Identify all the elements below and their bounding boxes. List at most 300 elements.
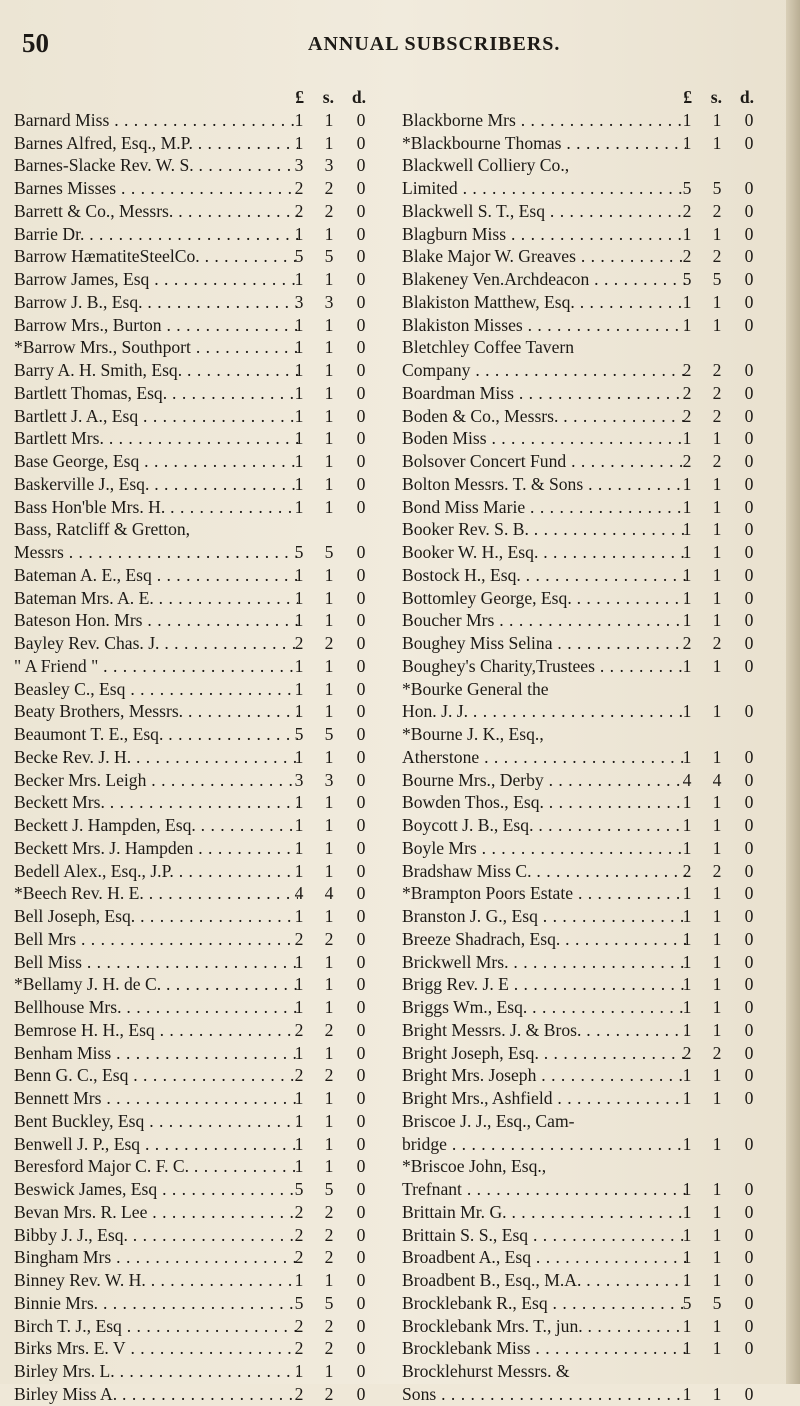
subscriber-entry xyxy=(14,860,380,883)
subscriber-name: Barry A. H. Smith, Esq. . . . xyxy=(14,359,298,382)
subscriber-name: Boughey Miss Selina . . . xyxy=(402,632,686,655)
currency-header xyxy=(402,86,768,109)
subscriber-entry xyxy=(402,1155,768,1178)
amount-pence: 0 xyxy=(744,883,754,904)
amount-shillings: 1 xyxy=(712,519,722,540)
amount-pence: 0 xyxy=(356,1201,366,1222)
subscriber-name: Bottomley George, Esq. . . . xyxy=(402,587,686,610)
subscriber-entry xyxy=(14,382,380,405)
amount-pounds: 1 xyxy=(294,1133,304,1154)
subscriber-entry xyxy=(14,746,380,769)
amount-pence: 0 xyxy=(356,1224,366,1245)
subscriber-entry xyxy=(14,177,380,200)
currency-header xyxy=(14,86,380,109)
subscriber-entry xyxy=(402,109,768,132)
amount-pence: 0 xyxy=(356,906,366,926)
amount-shillings: 1 xyxy=(324,678,334,699)
subscriber-name: Blakiston Misses . . . xyxy=(402,314,686,337)
subscriber-name: Broadbent B., Esq., M.A. . . . xyxy=(402,1269,686,1292)
amount-pounds: 1 xyxy=(294,1088,304,1108)
amount-pence: 0 xyxy=(356,587,366,608)
amount-pounds: 2 xyxy=(294,1224,304,1245)
subscriber-entry xyxy=(14,996,380,1019)
subscriber-name: Bletchley Coffee Tavern xyxy=(402,337,575,358)
amount-pounds: 1 xyxy=(294,837,304,858)
amount-pounds: 2 xyxy=(294,1338,304,1359)
amount-pounds: 2 xyxy=(294,1315,304,1336)
subscriber-name: Bostock H., Esq. . . . xyxy=(402,564,686,587)
amount-pence: 0 xyxy=(356,1315,366,1336)
subscriber-name: Bright Messrs. J. & Bros. . . . xyxy=(402,1019,686,1042)
subscriber-name: Blake Major W. Greaves . . . xyxy=(402,245,686,268)
amount-pounds: 1 xyxy=(682,1201,692,1222)
amount-pounds: 1 xyxy=(682,792,692,813)
subscriber-name: Blackwell S. T., Esq . . . xyxy=(402,200,686,223)
subscriber-name: *Briscoe John, Esq., xyxy=(402,1156,547,1177)
amount-pence: 0 xyxy=(744,633,754,653)
subscriber-entry xyxy=(402,951,768,974)
pence-header: d. xyxy=(739,87,754,107)
subscriber-entry xyxy=(402,1064,768,1087)
amount-pounds: 1 xyxy=(682,223,692,244)
subscriber-name: Bright Mrs. Joseph . . . xyxy=(402,1064,686,1087)
amount-pounds: 1 xyxy=(294,382,304,403)
subscriber-name: Bass, Ratcliff & Gretton, xyxy=(14,519,191,540)
amount-shillings: 1 xyxy=(712,496,722,517)
subscriber-name: Brigg Rev. J. E . . . xyxy=(402,973,686,996)
amount-pounds: 1 xyxy=(682,314,692,335)
amount-shillings: 1 xyxy=(712,883,722,904)
amount-pounds: 1 xyxy=(682,109,692,130)
subscriber-name: Company . . . xyxy=(402,359,686,382)
subscriber-entry xyxy=(14,1224,380,1247)
subscriber-name: Booker W. H., Esq. . . . xyxy=(402,541,686,564)
amount-pence: 0 xyxy=(356,405,366,426)
subscriber-name: Bingham Mrs . . . xyxy=(14,1246,298,1269)
subscriber-entry xyxy=(14,496,380,519)
subscriber-entry xyxy=(402,655,768,678)
amount-shillings: 1 xyxy=(324,701,334,722)
amount-pence: 0 xyxy=(356,724,366,744)
subscriber-name: Brocklebank Miss . . . xyxy=(402,1337,686,1360)
subscriber-entry xyxy=(14,109,380,132)
subscriber-entry xyxy=(14,291,380,314)
subscriber-name: Birch T. J., Esq . . . xyxy=(14,1315,298,1338)
subscriber-name: Beaumont T. E., Esq. . . . xyxy=(14,723,298,746)
amount-pence: 0 xyxy=(356,1270,366,1290)
subscriber-name: Broadbent A., Esq . . . xyxy=(402,1246,686,1269)
amount-pence: 0 xyxy=(744,997,754,1017)
amount-shillings: 2 xyxy=(324,928,334,949)
subscriber-name: Beresford Major C. F. C. . . . xyxy=(14,1155,298,1178)
subscriber-entry xyxy=(402,541,768,564)
subscriber-entry xyxy=(402,291,768,314)
subscriber-entry xyxy=(402,450,768,473)
amount-pounds: 1 xyxy=(294,132,304,153)
subscriber-entry xyxy=(14,200,380,223)
subscriber-entry xyxy=(14,678,380,701)
amount-pence: 0 xyxy=(744,815,754,835)
subscriber-name: Boyle Mrs . . . xyxy=(402,837,686,860)
amount-shillings: 1 xyxy=(324,974,334,995)
amount-pence: 0 xyxy=(356,109,366,130)
subscriber-entry xyxy=(402,882,768,905)
subscriber-entry xyxy=(402,746,768,769)
amount-pence: 0 xyxy=(744,655,754,676)
subscriber-name: *Bellamy J. H. de C. . . . xyxy=(14,973,298,996)
amount-shillings: 2 xyxy=(324,1019,334,1040)
subscriber-entry xyxy=(14,268,380,291)
subscriber-entry xyxy=(402,996,768,1019)
amount-pounds: 1 xyxy=(682,1179,692,1199)
amount-pence: 0 xyxy=(356,815,366,835)
amount-pounds: 1 xyxy=(682,1088,692,1108)
amount-shillings: 5 xyxy=(324,724,334,744)
amount-pence: 0 xyxy=(356,1110,366,1131)
subscriber-entry xyxy=(402,223,768,246)
subscriber-name: Bell Joseph, Esq. . . . xyxy=(14,905,298,928)
subscriber-column-left xyxy=(14,86,380,1406)
amount-pence: 0 xyxy=(744,178,754,198)
amount-pence: 0 xyxy=(356,428,366,449)
amount-shillings: 1 xyxy=(712,792,722,813)
subscriber-name: Bateman Mrs. A. E. . . . xyxy=(14,587,298,610)
amount-pounds: 1 xyxy=(682,428,692,449)
amount-pence: 0 xyxy=(744,428,754,449)
amount-shillings: 1 xyxy=(324,906,334,926)
subscriber-name: Messrs . . . xyxy=(14,541,298,564)
subscriber-entry xyxy=(14,314,380,337)
subscriber-name: Beswick James, Esq . . . xyxy=(14,1178,298,1201)
page-header xyxy=(0,28,800,62)
amount-shillings: 2 xyxy=(324,633,334,653)
subscriber-entry xyxy=(402,1292,768,1315)
subscriber-name: Blackwell Colliery Co., xyxy=(402,155,570,176)
amount-pence: 0 xyxy=(744,1338,754,1359)
amount-shillings: 1 xyxy=(324,223,334,244)
amount-pounds: 5 xyxy=(294,542,304,562)
subscriber-name: Bolton Messrs. T. & Sons . . . xyxy=(402,473,686,496)
amount-pounds: 1 xyxy=(682,815,692,835)
subscriber-name: Bell Mrs . . . xyxy=(14,928,298,951)
amount-pence: 0 xyxy=(744,1247,754,1268)
subscriber-name: Brocklebank R., Esq . . . xyxy=(402,1292,686,1315)
subscriber-entry xyxy=(14,223,380,246)
amount-shillings: 1 xyxy=(712,951,722,972)
subscriber-name: Bent Buckley, Esq . . . xyxy=(14,1110,298,1133)
amount-shillings: 1 xyxy=(712,1338,722,1359)
subscriber-name: Barrow HæmatiteSteelCo. . . . xyxy=(14,245,298,268)
amount-pence: 0 xyxy=(744,1088,754,1108)
amount-pence: 0 xyxy=(356,974,366,995)
subscriber-entry xyxy=(402,564,768,587)
subscriber-name: Benwell J. P., Esq . . . xyxy=(14,1133,298,1156)
subscriber-name: bridge . . . xyxy=(402,1133,686,1156)
amount-shillings: 1 xyxy=(712,1247,722,1268)
amount-pence: 0 xyxy=(744,1042,754,1063)
subscriber-entry xyxy=(14,587,380,610)
amount-pounds: 1 xyxy=(294,974,304,995)
subscriber-name: Hon. J. J. . . . xyxy=(402,700,686,723)
amount-pence: 0 xyxy=(744,928,754,949)
amount-pence: 0 xyxy=(744,906,754,926)
amount-pounds: 3 xyxy=(294,155,304,176)
subscriber-name: Barrow James, Esq . . . xyxy=(14,268,298,291)
amount-pounds: 5 xyxy=(682,269,692,289)
amount-shillings: 2 xyxy=(324,1201,334,1222)
subscriber-name: Binney Rev. W. H. . . . xyxy=(14,1269,298,1292)
subscriber-entry xyxy=(14,1087,380,1110)
subscriber-entry xyxy=(402,382,768,405)
subscriber-name: Beckett Mrs. . . . xyxy=(14,791,298,814)
shillings-header: s. xyxy=(322,87,334,107)
amount-shillings: 1 xyxy=(324,792,334,813)
shillings-header: s. xyxy=(710,87,722,107)
amount-shillings: 1 xyxy=(324,997,334,1017)
subscriber-entry xyxy=(14,450,380,473)
amount-pence: 0 xyxy=(356,655,366,676)
amount-pounds: 1 xyxy=(682,564,692,585)
amount-pounds: 1 xyxy=(682,542,692,562)
amount-pence: 0 xyxy=(356,246,366,267)
amount-pence: 0 xyxy=(356,860,366,881)
subscriber-name: Becke Rev. J. H. . . . xyxy=(14,746,298,769)
amount-pence: 0 xyxy=(356,451,366,471)
subscriber-entry xyxy=(14,655,380,678)
amount-pounds: 1 xyxy=(294,314,304,335)
subscriber-entry xyxy=(14,427,380,450)
subscriber-name: " A Friend " . . . xyxy=(14,655,298,678)
amount-pounds: 1 xyxy=(294,792,304,813)
subscriber-name: Barrett & Co., Messrs. . . . xyxy=(14,200,298,223)
amount-pounds: 1 xyxy=(294,473,304,494)
subscriber-name: Blackborne Mrs . . . xyxy=(402,109,686,132)
amount-pounds: 2 xyxy=(294,1065,304,1086)
subscriber-entry xyxy=(14,1292,380,1315)
amount-shillings: 1 xyxy=(324,337,334,358)
amount-pounds: 1 xyxy=(682,587,692,608)
amount-pence: 0 xyxy=(356,1292,366,1313)
subscriber-name: Bright Joseph, Esq. . . . xyxy=(402,1042,686,1065)
amount-pounds: 1 xyxy=(682,519,692,540)
amount-pounds: 2 xyxy=(294,1247,304,1268)
subscriber-entry xyxy=(402,359,768,382)
amount-shillings: 1 xyxy=(712,1270,722,1290)
amount-pounds: 1 xyxy=(294,655,304,676)
subscriber-entry xyxy=(402,1337,768,1360)
amount-pence: 0 xyxy=(744,587,754,608)
subscriber-entry xyxy=(402,1042,768,1065)
subscriber-name: Bennett Mrs . . . xyxy=(14,1087,298,1110)
subscriber-entry xyxy=(402,154,768,177)
subscriber-name: *Beech Rev. H. E. . . . xyxy=(14,882,298,905)
subscriber-name: Birley Miss A. . . . xyxy=(14,1383,298,1406)
subscriber-name: Bartlett Mrs. . . . xyxy=(14,427,298,450)
amount-shillings: 4 xyxy=(712,769,722,790)
subscriber-name: Bowden Thos., Esq. . . . xyxy=(402,791,686,814)
amount-pounds: 1 xyxy=(294,906,304,926)
amount-shillings: 1 xyxy=(324,951,334,972)
subscriber-entry xyxy=(402,427,768,450)
amount-pence: 0 xyxy=(356,382,366,403)
subscriber-entry xyxy=(402,177,768,200)
amount-shillings: 5 xyxy=(324,1292,334,1313)
amount-pence: 0 xyxy=(356,610,366,631)
amount-pence: 0 xyxy=(356,473,366,494)
amount-pounds: 2 xyxy=(682,1042,692,1063)
subscriber-name: Birks Mrs. E. V . . . xyxy=(14,1337,298,1360)
amount-shillings: 2 xyxy=(324,1383,334,1404)
amount-pounds: 2 xyxy=(682,451,692,471)
amount-pence: 0 xyxy=(356,633,366,653)
subscriber-entry xyxy=(14,1201,380,1224)
amount-pounds: 2 xyxy=(682,633,692,653)
amount-pence: 0 xyxy=(356,314,366,335)
amount-pence: 0 xyxy=(356,1019,366,1040)
subscriber-entry xyxy=(402,200,768,223)
amount-pence: 0 xyxy=(356,155,366,176)
amount-pounds: 1 xyxy=(682,473,692,494)
subscriber-entry xyxy=(14,1110,380,1133)
amount-pence: 0 xyxy=(744,1315,754,1336)
subscriber-entry xyxy=(14,882,380,905)
page-number: 50 xyxy=(22,28,49,58)
amount-shillings: 2 xyxy=(712,1042,722,1063)
amount-pence: 0 xyxy=(356,1361,366,1381)
subscriber-name: Briggs Wm., Esq. . . . xyxy=(402,996,686,1019)
amount-pence: 0 xyxy=(356,1247,366,1268)
amount-shillings: 1 xyxy=(712,1133,722,1154)
amount-pounds: 2 xyxy=(682,860,692,881)
amount-pence: 0 xyxy=(356,360,366,380)
subscriber-entry xyxy=(14,837,380,860)
subscriber-name: Becker Mrs. Leigh . . . xyxy=(14,769,298,792)
amount-shillings: 2 xyxy=(712,360,722,380)
amount-pounds: 2 xyxy=(294,1201,304,1222)
subscriber-name: Trefnant . . . xyxy=(402,1178,686,1201)
subscriber-entry xyxy=(14,1337,380,1360)
subscriber-entry xyxy=(14,769,380,792)
subscriber-entry xyxy=(14,1133,380,1156)
subscriber-entry xyxy=(14,1315,380,1338)
amount-pence: 0 xyxy=(356,769,366,790)
amount-shillings: 1 xyxy=(712,1315,722,1336)
amount-pence: 0 xyxy=(744,382,754,403)
amount-shillings: 1 xyxy=(324,1361,334,1381)
amount-pence: 0 xyxy=(356,1338,366,1359)
amount-pounds: 4 xyxy=(682,769,692,790)
subscriber-name: Bell Miss . . . xyxy=(14,951,298,974)
amount-pounds: 5 xyxy=(294,1292,304,1313)
subscriber-entry xyxy=(402,1133,768,1156)
amount-pounds: 1 xyxy=(682,610,692,631)
subscriber-entry xyxy=(14,791,380,814)
amount-pounds: 1 xyxy=(294,701,304,722)
subscriber-name: Barrie Dr. . . . xyxy=(14,223,298,246)
amount-pounds: 2 xyxy=(294,1383,304,1404)
amount-pounds: 1 xyxy=(294,587,304,608)
amount-shillings: 1 xyxy=(712,610,722,631)
subscriber-name: Brittain Mr. G. . . . xyxy=(402,1201,686,1224)
amount-shillings: 2 xyxy=(324,200,334,221)
amount-shillings: 1 xyxy=(324,1110,334,1131)
amount-pence: 0 xyxy=(744,291,754,312)
amount-pounds: 1 xyxy=(294,997,304,1017)
amount-pounds: 1 xyxy=(294,337,304,358)
subscriber-entry xyxy=(402,245,768,268)
subscriber-entry xyxy=(402,632,768,655)
subscriber-entry xyxy=(14,405,380,428)
amount-shillings: 1 xyxy=(324,746,334,767)
subscriber-name: Binnie Mrs. . . . xyxy=(14,1292,298,1315)
amount-shillings: 5 xyxy=(324,542,334,562)
page-edge xyxy=(786,0,800,1384)
amount-pence: 0 xyxy=(356,337,366,358)
subscriber-name: Benn G. C., Esq . . . xyxy=(14,1064,298,1087)
amount-pence: 0 xyxy=(356,223,366,244)
amount-pence: 0 xyxy=(356,200,366,221)
amount-shillings: 1 xyxy=(712,655,722,676)
amount-pounds: 1 xyxy=(294,1042,304,1063)
amount-pence: 0 xyxy=(744,519,754,540)
amount-shillings: 1 xyxy=(712,564,722,585)
subscriber-entry xyxy=(14,518,380,541)
amount-pounds: 5 xyxy=(682,1292,692,1313)
amount-pounds: 1 xyxy=(682,1338,692,1359)
amount-pence: 0 xyxy=(356,883,366,904)
subscriber-entry xyxy=(402,405,768,428)
subscriber-entry xyxy=(402,928,768,951)
amount-pence: 0 xyxy=(744,837,754,858)
amount-shillings: 1 xyxy=(712,1201,722,1222)
amount-shillings: 2 xyxy=(712,860,722,881)
pence-header: d. xyxy=(351,87,366,107)
subscriber-name: Brittain S. S., Esq . . . xyxy=(402,1224,686,1247)
amount-shillings: 1 xyxy=(324,428,334,449)
amount-shillings: 2 xyxy=(324,1247,334,1268)
amount-shillings: 1 xyxy=(712,928,722,949)
subscriber-entry xyxy=(14,1246,380,1269)
amount-pence: 0 xyxy=(356,701,366,722)
amount-pounds: 1 xyxy=(682,496,692,517)
amount-pounds: 2 xyxy=(294,200,304,221)
amount-pounds: 5 xyxy=(294,1179,304,1199)
amount-pence: 0 xyxy=(744,451,754,471)
subscriber-name: Baskerville J., Esq. . . . xyxy=(14,473,298,496)
subscriber-entry xyxy=(14,928,380,951)
subscriber-name: Bond Miss Marie . . . xyxy=(402,496,686,519)
amount-shillings: 1 xyxy=(712,1088,722,1108)
amount-shillings: 2 xyxy=(324,1315,334,1336)
subscriber-name: Bartlett Thomas, Esq. . . . xyxy=(14,382,298,405)
amount-shillings: 2 xyxy=(712,633,722,653)
subscriber-name: Boden Miss . . . xyxy=(402,427,686,450)
amount-pence: 0 xyxy=(744,1383,754,1404)
amount-shillings: 2 xyxy=(324,178,334,198)
amount-pounds: 4 xyxy=(294,883,304,904)
subscriber-name: Bayley Rev. Chas. J. . . . xyxy=(14,632,298,655)
amount-shillings: 1 xyxy=(712,997,722,1017)
subscriber-name: Brickwell Mrs. . . . xyxy=(402,951,686,974)
subscriber-name: Beckett J. Hampden, Esq. . . . xyxy=(14,814,298,837)
subscriber-entry xyxy=(14,132,380,155)
amount-pounds: 1 xyxy=(682,655,692,676)
amount-pounds: 2 xyxy=(682,382,692,403)
amount-shillings: 1 xyxy=(324,655,334,676)
amount-pounds: 1 xyxy=(294,269,304,289)
amount-pounds: 1 xyxy=(294,1110,304,1131)
amount-pence: 0 xyxy=(356,1088,366,1108)
